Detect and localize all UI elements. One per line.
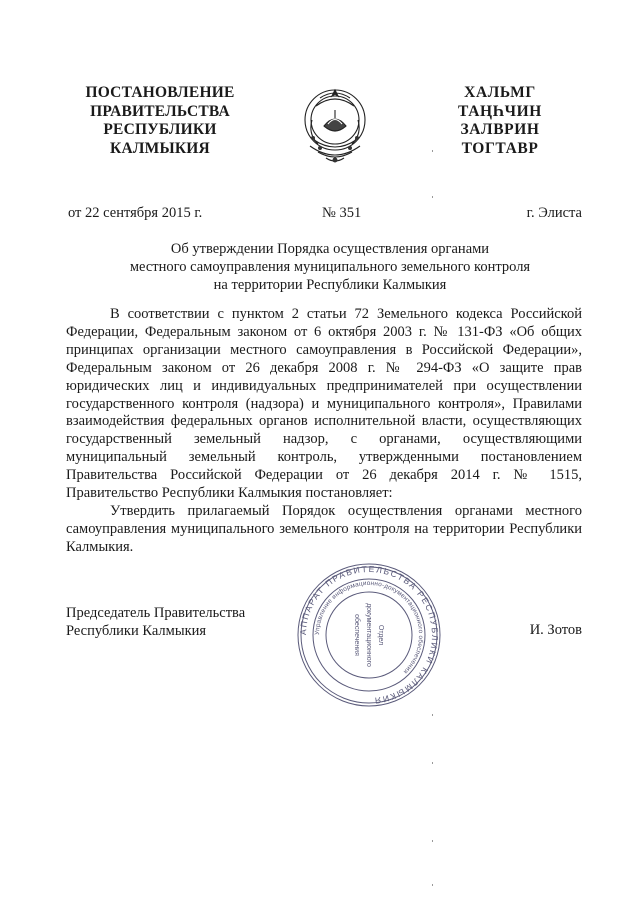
document-number: № 351 (322, 205, 362, 221)
stamp-center-line: обеспечения (353, 614, 360, 656)
header-right-title (430, 84, 570, 158)
signatory-name: И. Зотов (529, 622, 582, 638)
stamp-inner-text: Управление информационно-документационного обеспечения (313, 579, 425, 676)
coat-of-arms-emblem (300, 80, 370, 166)
header-right-line: ХАЛЬМГ (464, 84, 536, 101)
scan-speck (432, 884, 433, 886)
signatory-position-line: Председатель Правительства (66, 605, 246, 621)
scan-speck (432, 762, 433, 764)
header-right-line: ТАҢҺЧИН (458, 102, 542, 120)
document-date: от 22 сентября 2015 г. (68, 205, 203, 221)
header-left-line: РЕСПУБЛИКИ (103, 121, 217, 138)
scan-speck (432, 150, 433, 152)
scan-speck (432, 196, 433, 198)
scan-speck (432, 714, 433, 716)
body-paragraph: Утвердить прилагаемый Порядок осуществления органами местного самоуправления муниципального земельного контроля на территории Республики Калмыкия. (66, 502, 582, 555)
scan-speck (432, 840, 433, 842)
title-line: местного самоуправления муниципального земельного контроля (129, 259, 531, 275)
header-right-line: ЗАЛВРИН (460, 121, 540, 138)
title-line: Об утверждении Порядка осуществления органами (170, 241, 490, 257)
signatory-position-line: Республики Калмыкия (66, 623, 207, 639)
signatory-position (66, 604, 245, 640)
stamp-outer-text: АППАРАТ ПРАВИТЕЛЬСТВА РЕСПУБЛИКИ КАЛМЫКИЯ (297, 563, 441, 706)
title-line: на территории Республики Калмыкия (213, 277, 447, 293)
header-left-title (60, 84, 260, 158)
body-paragraph: В соответствии с пунктом 2 статьи 72 Земельного кодекса Российской Федерации, Федеральным законом от 6 октября 2003 г. № 131-ФЗ «Об общих принципах организации местного самоуправления в Российской Федерации», Федеральным законом от 26 декабря 2008 г. № 294-ФЗ «О защите прав юридических лиц и индивидуальных предпринимателей при осуществлении государственного контроля (надзора) и муниципального контроля», Правилами взаимодействия федеральных органов исполнительной власти, осуществляющих государственный земельный надзор, с органами, осуществляющими муниципальный земельный контроль, утвержденными постановлением Правительства Российской Федерации от 26 декабря 2014 г. № 1515, Правительство Республики Калмыкия постановляет: (66, 306, 582, 502)
document-city: г. Элиста (526, 205, 582, 221)
document-title (80, 240, 580, 294)
stamp-center-line: Отдел (377, 624, 384, 646)
header-left-line: ПРАВИТЕЛЬСТВА (90, 102, 230, 120)
header-right-line: ТОГТАВР (461, 139, 539, 157)
header-left-line: ПОСТАНОВЛЕНИЕ (85, 84, 235, 101)
stamp-center-line: документационного (365, 603, 372, 667)
document-body (66, 306, 582, 557)
header-left-line: КАЛМЫКИЯ (110, 139, 210, 157)
official-stamp (296, 562, 442, 708)
